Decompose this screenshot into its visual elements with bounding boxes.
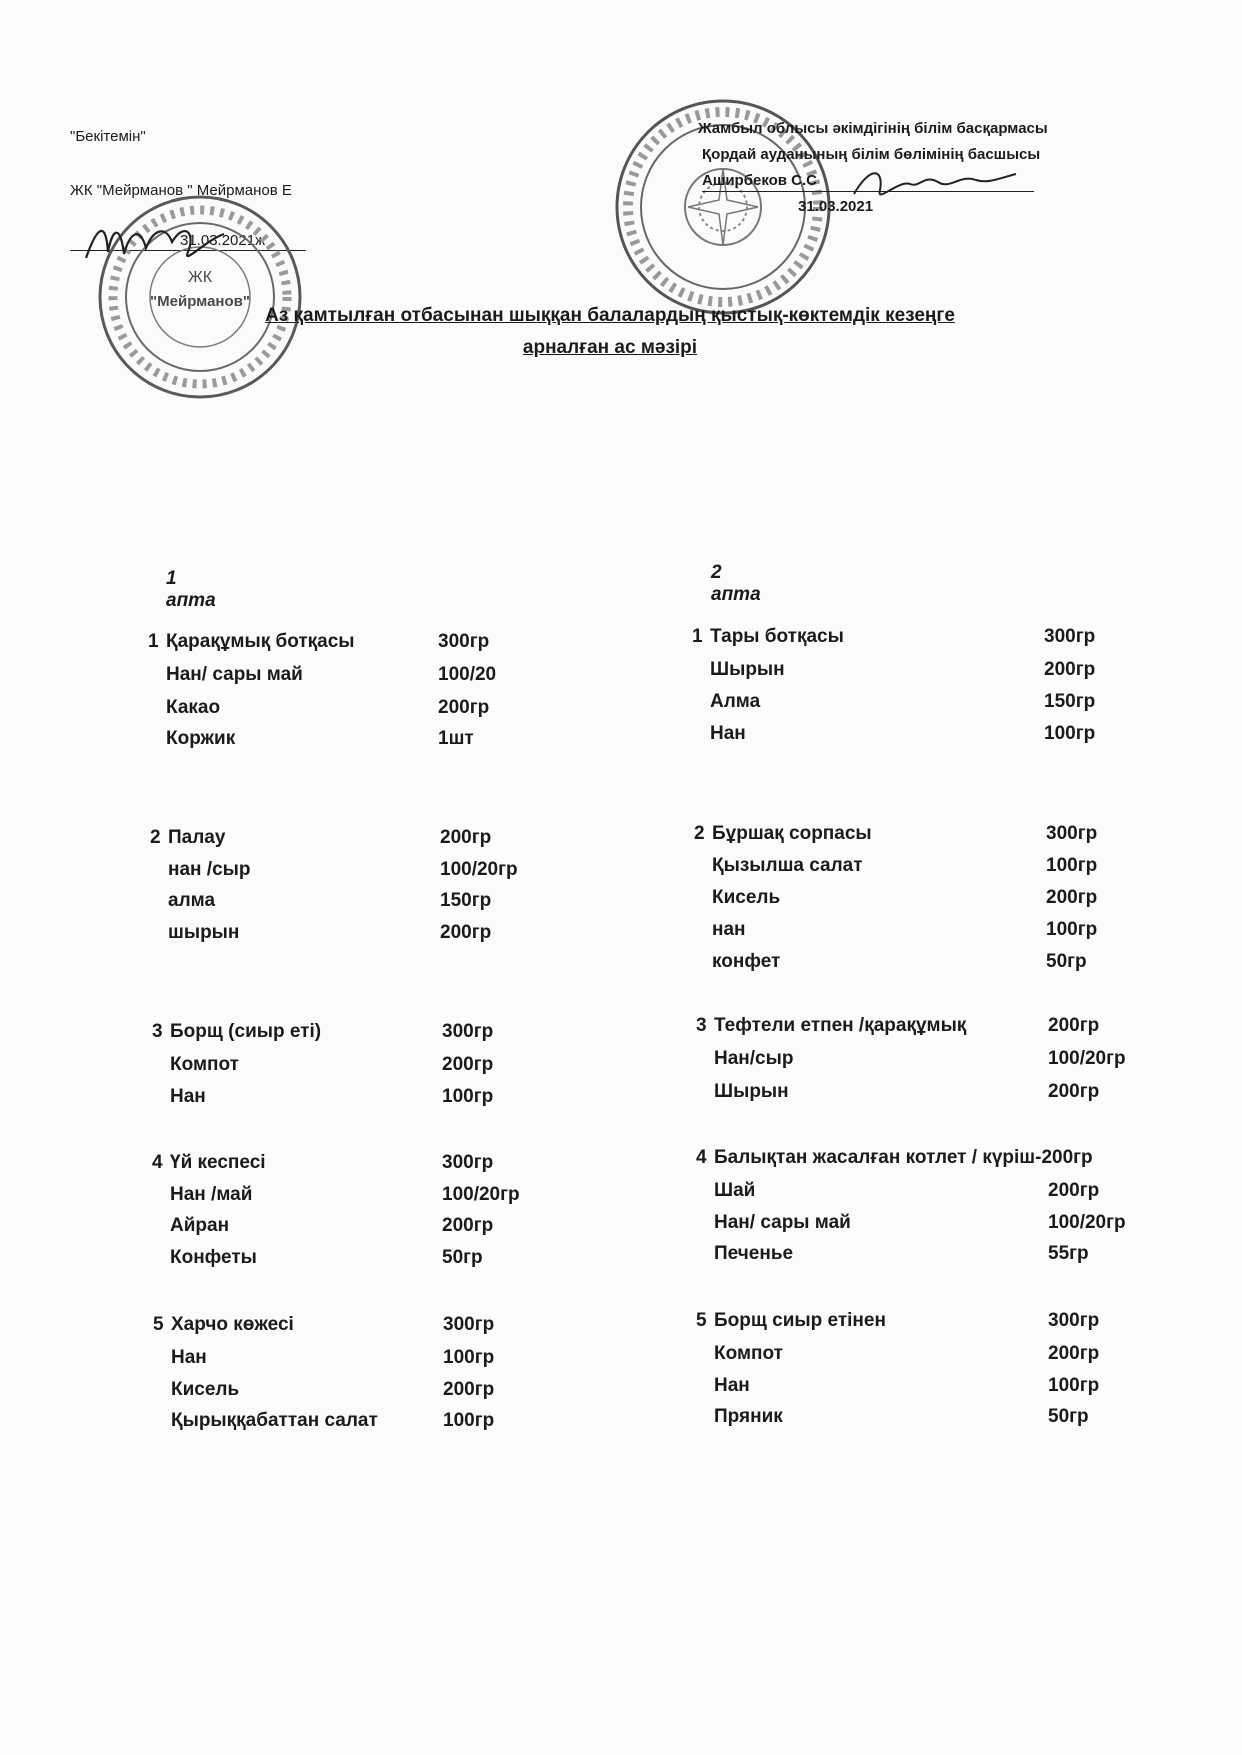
dish-qty: 200гр (1048, 1343, 1100, 1364)
approval-date-left: 31.03.2021ж (180, 232, 266, 249)
dish-qty: 100гр (443, 1347, 495, 1368)
company-line: ЖК "Мейрманов " Мейрманов Е (70, 182, 292, 199)
dish-qty: 200гр (442, 1215, 494, 1236)
dish-qty: 200гр (438, 697, 490, 718)
dish-qty: 200гр (1048, 1180, 1100, 1201)
head-name: Аширбеков С.С (702, 172, 818, 189)
dish-name: нан /сыр (168, 859, 251, 880)
dish-name: Үй кеспесі (170, 1152, 266, 1173)
department-line: Жамбыл облысы әкімдігінің білім басқармасы (698, 120, 1048, 137)
day-number: 1 (692, 626, 703, 647)
dish-qty: 200гр (1048, 1015, 1100, 1036)
head-title-line: Қордай ауданының білім бөлімінің басшысы (702, 146, 1041, 163)
dish-qty: 300гр (442, 1021, 494, 1042)
approve-label: "Бекітемін" (70, 128, 146, 145)
signature-right (850, 160, 1020, 206)
dish-name: конфет (712, 951, 781, 972)
day-number: 4 (152, 1152, 163, 1173)
dish-qty: 100/20гр (442, 1184, 520, 1205)
dish-name: Борщ сиыр етінен (714, 1310, 886, 1331)
dish-qty: 100гр (443, 1410, 495, 1431)
dish-name: Нан/ сары май (166, 664, 303, 685)
dish-name: Палау (168, 827, 226, 848)
dish-name: нан (712, 919, 746, 940)
dish-name: Нан (710, 723, 746, 744)
approval-date-right: 31.03.2021 (798, 198, 874, 215)
dish-qty: 300гр (442, 1152, 494, 1173)
dish-name: Нан/ сары май (714, 1212, 851, 1233)
stamp-text-top: ЖК (187, 269, 213, 286)
dish-name: Харчо көжесі (171, 1314, 294, 1335)
week-2-title: 2 апта (711, 562, 761, 605)
dish-qty: 55гр (1048, 1243, 1089, 1264)
dish-qty: 200гр (1046, 887, 1098, 908)
menu-title-line1: Аз қамтылған отбасынан шыққан балалардың қыстық-көктемдік кезеңге (265, 305, 955, 326)
dish-qty: 100гр (1046, 919, 1098, 940)
dish-qty: 150гр (1044, 691, 1096, 712)
dish-name: Алма (710, 691, 761, 712)
dish-qty: 50гр (1046, 951, 1087, 972)
dish-name: Қарақұмық ботқасы (166, 631, 355, 652)
signature-line-right (702, 191, 1034, 192)
dish-qty: 100гр (1044, 723, 1096, 744)
dish-name: Нан /май (170, 1184, 253, 1205)
company-stamp (95, 192, 305, 402)
dish-name: Компот (170, 1054, 239, 1075)
dish-qty: 50гр (1048, 1406, 1089, 1427)
dish-name: Қырыққабаттан салат (171, 1410, 378, 1431)
dish-qty: 100гр (1046, 855, 1098, 876)
dish-name: Нан/сыр (714, 1048, 794, 1069)
dish-name: Айран (170, 1215, 230, 1236)
day-number: 3 (696, 1015, 707, 1036)
day-number: 4 (696, 1147, 707, 1168)
dish-qty: 300гр (1044, 626, 1096, 647)
dish-name: Шай (714, 1180, 756, 1201)
dish-name: Компот (714, 1343, 783, 1364)
dish-qty: 100/20гр (440, 859, 518, 880)
dish-name: Коржик (166, 728, 236, 749)
dish-qty: 200гр (1048, 1081, 1100, 1102)
dish-name: шырын (168, 922, 240, 943)
dish-name: Шырын (710, 659, 785, 680)
dish-name: Кисель (712, 887, 781, 908)
dish-name: Қызылша салат (712, 855, 863, 876)
dish-name: Пряник (714, 1406, 783, 1427)
dish-qty: 300гр (438, 631, 490, 652)
dish-qty: 300гр (1048, 1310, 1100, 1331)
day-number: 2 (694, 823, 705, 844)
dish-qty: 200гр (442, 1054, 494, 1075)
dish-name: Балықтан жасалған котлет / күріш-200гр (714, 1147, 1093, 1168)
dish-qty: 150гр (440, 890, 492, 911)
dish-name: Тары ботқасы (710, 626, 844, 647)
day-number: 5 (153, 1314, 164, 1335)
dish-qty: 300гр (443, 1314, 495, 1335)
week-1-title: 1 апта (166, 568, 216, 611)
dish-qty: 200гр (443, 1379, 495, 1400)
dish-name: Кисель (171, 1379, 240, 1400)
dish-name: Борщ (сиыр еті) (170, 1021, 322, 1042)
dish-name: Нан (170, 1086, 206, 1107)
dish-qty: 100/20 (438, 664, 497, 685)
day-number: 5 (696, 1310, 707, 1331)
dish-qty: 50гр (442, 1247, 483, 1268)
dish-name: Бұршақ сорпасы (712, 823, 872, 844)
stamp-text-bottom: "Мейрманов" (150, 293, 250, 310)
dish-qty: 200гр (440, 827, 492, 848)
dish-name: Тефтели етпен /қарақұмық (714, 1015, 967, 1036)
dish-name: алма (168, 890, 216, 911)
day-number: 2 (150, 827, 161, 848)
dish-qty: 100гр (1048, 1375, 1100, 1396)
dish-name: Печенье (714, 1243, 794, 1264)
signature-line-left (70, 250, 306, 251)
dish-name: Конфеты (170, 1247, 257, 1268)
dish-qty: 1шт (438, 728, 474, 749)
dish-qty: 100/20гр (1048, 1212, 1126, 1233)
dish-qty: 100гр (442, 1086, 494, 1107)
dish-qty: 300гр (1046, 823, 1098, 844)
day-number: 1 (148, 631, 159, 652)
dish-qty: 100/20гр (1048, 1048, 1126, 1069)
dish-name: Нан (714, 1375, 750, 1396)
dish-name: Какао (166, 697, 221, 718)
dish-name: Шырын (714, 1081, 789, 1102)
dish-name: Нан (171, 1347, 207, 1368)
dish-qty: 200гр (440, 922, 492, 943)
menu-title-line2: арналған ас мәзірі (522, 337, 698, 358)
day-number: 3 (152, 1021, 163, 1042)
dish-qty: 200гр (1044, 659, 1096, 680)
